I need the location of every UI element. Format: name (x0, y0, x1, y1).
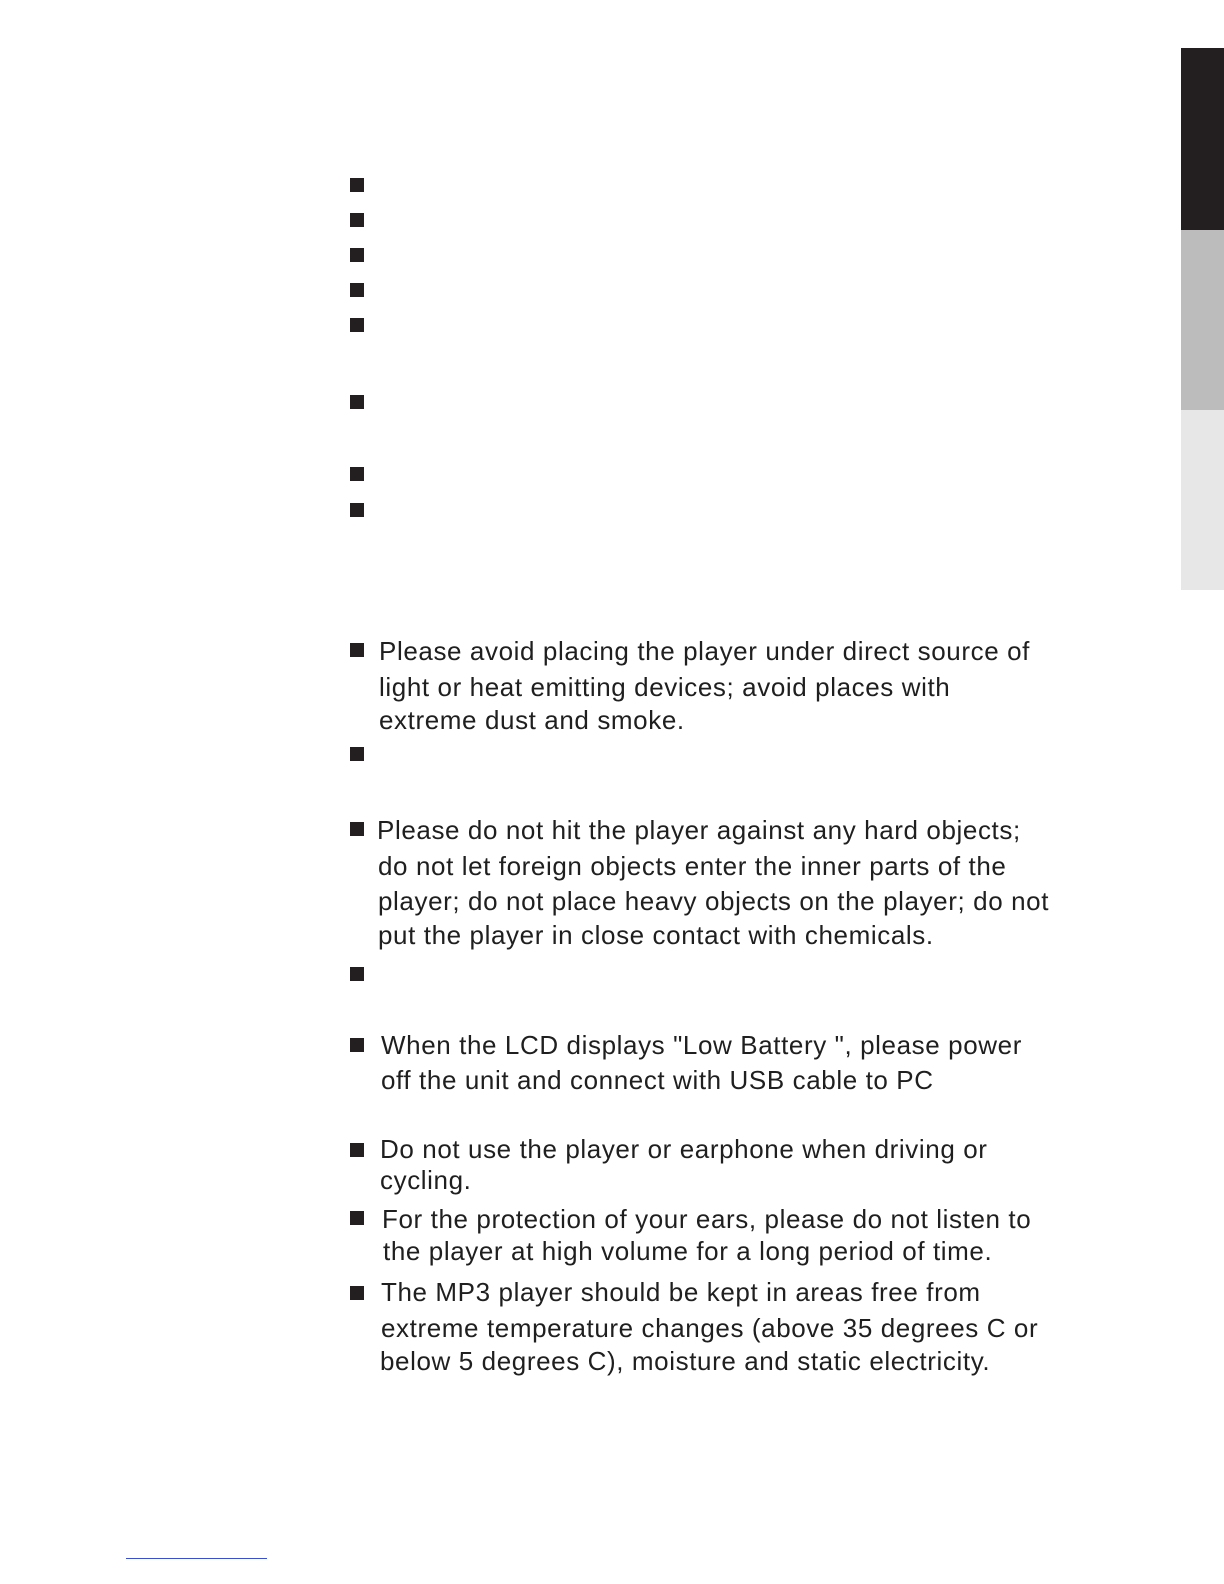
bullet-icon (350, 318, 364, 332)
bullet-icon (350, 1211, 364, 1225)
list-item-line: do not let foreign objects enter the inner parts of the (378, 851, 1007, 881)
list-item-line: For the protection of your ears, please do not listen to (382, 1204, 1032, 1234)
list-item-line: Please avoid placing the player under direct source of (379, 636, 1030, 666)
list-item-line: The MP3 player should be kept in areas free from (381, 1277, 981, 1307)
bullet-icon (350, 1038, 364, 1052)
list-item-line: extreme temperature changes (above 35 degrees C or (381, 1313, 1039, 1343)
list-item-line: extreme dust and smoke. (379, 705, 685, 735)
list-item-line: cycling. (380, 1165, 472, 1195)
bullet-icon (350, 747, 364, 761)
list-item-line: off the unit and connect with USB cable to PC (381, 1065, 934, 1095)
footer-rule (126, 1558, 267, 1559)
list-item-line: put the player in close contact with chemicals. (378, 920, 934, 950)
list-item-line: When the LCD displays "Low Battery ", please power (381, 1030, 1022, 1060)
list-item-line: below 5 degrees C), moisture and static electricity. (380, 1346, 991, 1376)
section-tab-mid (1181, 230, 1224, 410)
bullet-icon (350, 503, 364, 517)
bullet-icon (350, 822, 364, 836)
bullet-icon (350, 248, 364, 262)
bullet-icon (350, 643, 364, 657)
list-item-line: player; do not place heavy objects on the player; do not (378, 886, 1050, 916)
bullet-icon (350, 1286, 364, 1300)
list-item-line: light or heat emitting devices; avoid places with (379, 672, 951, 702)
bullet-icon (350, 1143, 364, 1157)
section-tab-light (1181, 410, 1224, 590)
list-item-line: Do not use the player or earphone when driving or (380, 1134, 988, 1164)
bullet-icon (350, 967, 364, 981)
bullet-icon (350, 178, 364, 192)
bullet-icon (350, 213, 364, 227)
list-item-line: Please do not hit the player against any hard objects; (377, 815, 1021, 845)
bullet-icon (350, 395, 364, 409)
section-tab-dark (1181, 48, 1224, 230)
bullet-icon (350, 283, 364, 297)
list-item-line: the player at high volume for a long period of time. (383, 1236, 993, 1266)
bullet-icon (350, 467, 364, 481)
